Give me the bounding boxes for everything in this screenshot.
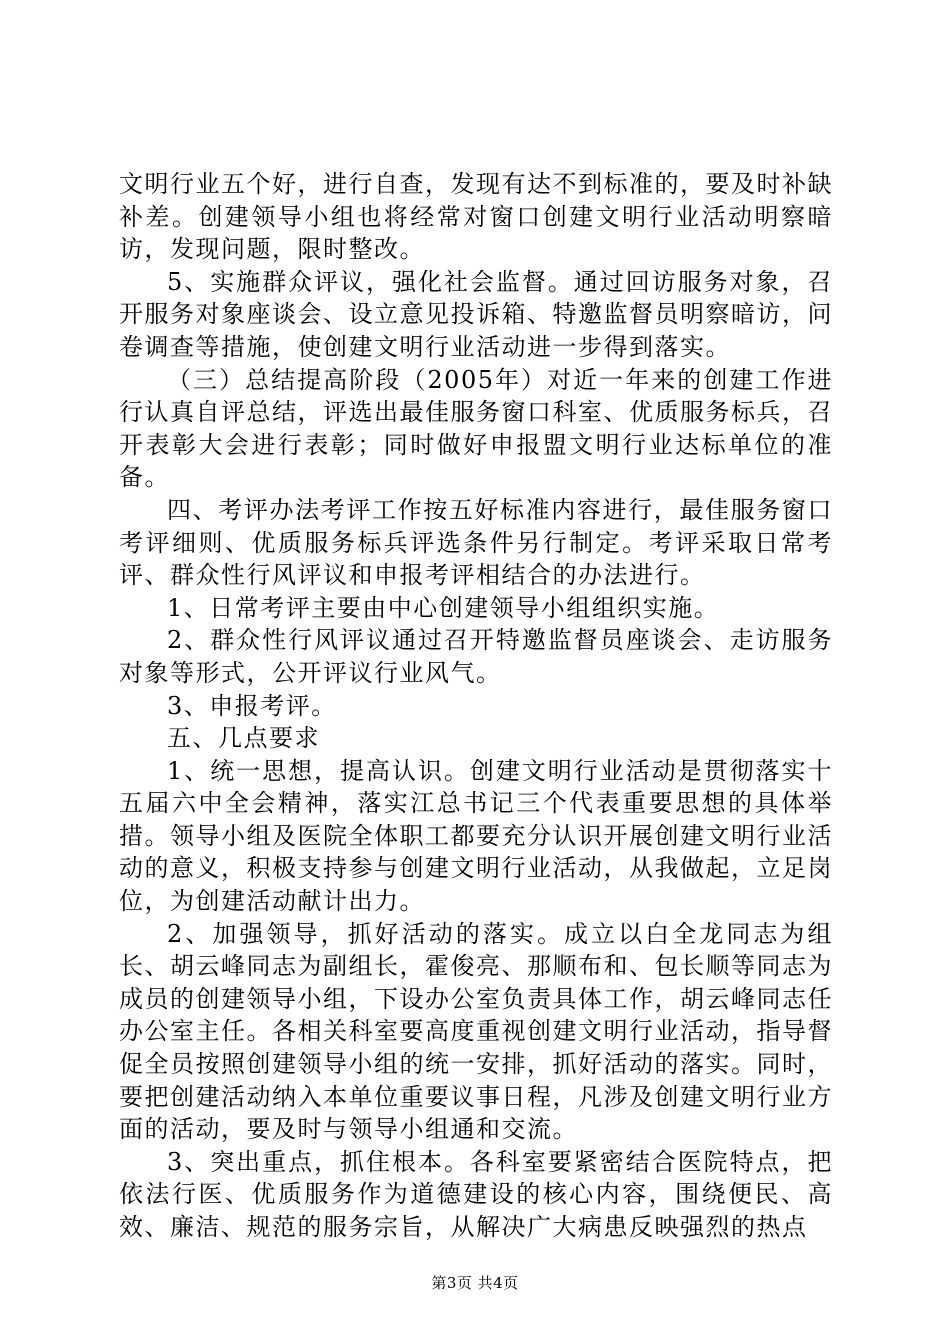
paragraph: 五、几点要求: [167, 724, 320, 753]
paragraph: 3、申报考评。: [167, 691, 337, 720]
paragraph: 2、加强领导，抓好活动的落实。成立以白全龙同志为组长、胡云峰同志为副组长，霍俊亮、那顺布和、包长顺等同志为成员的创建领导小组，下设办公室负责具体工作，胡云峰同志任办公室主任。各相关科室要高度重视创建文明行业活动，指导督促全员按照创建领导小组的统一安排，抓好活动的落实。同时，要把创建活动纳入本单位重要议事日程，凡涉及创建文明行业方面的活动，要及时与领导小组通和交流。: [119, 919, 833, 1144]
paragraph: （三）总结提高阶段（2005年）对近一年来的创建工作进行认真自评总结，评选出最佳服务窗口科室、优质服务标兵，召开表彰大会进行表彰；同时做好申报盟文明行业达标单位的准备。: [119, 365, 833, 492]
paragraph: 3、突出重点，抓住根本。各科室要紧密结合医院特点，把依法行医、优质服务作为道德建设的核心内容，围绕便民、高效、廉洁、规范的服务宗旨，从解决广大病患反映强烈的热点: [119, 1147, 833, 1241]
paragraph: 文明行业五个好，进行自查，发现有达不到标准的，要及时补缺补差。创建领导小组也将经常对窗口创建文明行业活动明察暗访，发现问题，限时整改。: [119, 170, 833, 264]
paragraph: 5、实施群众评议，强化社会监督。通过回访服务对象，召开服务对象座谈会、设立意见投诉箱、特邀监督员明察暗访，问卷调查等措施，使创建文明行业活动进一步得到落实。: [119, 267, 833, 361]
paragraph: 四、考评办法考评工作按五好标准内容进行，最佳服务窗口考评细则、优质服务标兵评选条件另行制定。考评采取日常考评、群众性行风评议和申报考评相结合的办法进行。: [119, 495, 833, 590]
body-text: [119, 168, 833, 1244]
paragraph: 1、统一思想，提高认识。创建文明行业活动是贯彻落实十五届六中全会精神，落实江总书记三个代表重要思想的具体举措。领导小组及医院全体职工都要充分认识开展创建文明行业活动的意义，积极支持参与创建文明行业活动，从我做起，立足岗位，为创建活动献计出力。: [119, 756, 833, 916]
paragraph: 1、日常考评主要由中心创建领导小组组织实施。: [167, 593, 720, 622]
paragraph: 2、群众性行风评议通过召开特邀监督员座谈会、走访服务对象等形式，公开评议行业风气。: [119, 626, 833, 687]
page-footer: 第3页 共4页: [431, 1274, 519, 1292]
